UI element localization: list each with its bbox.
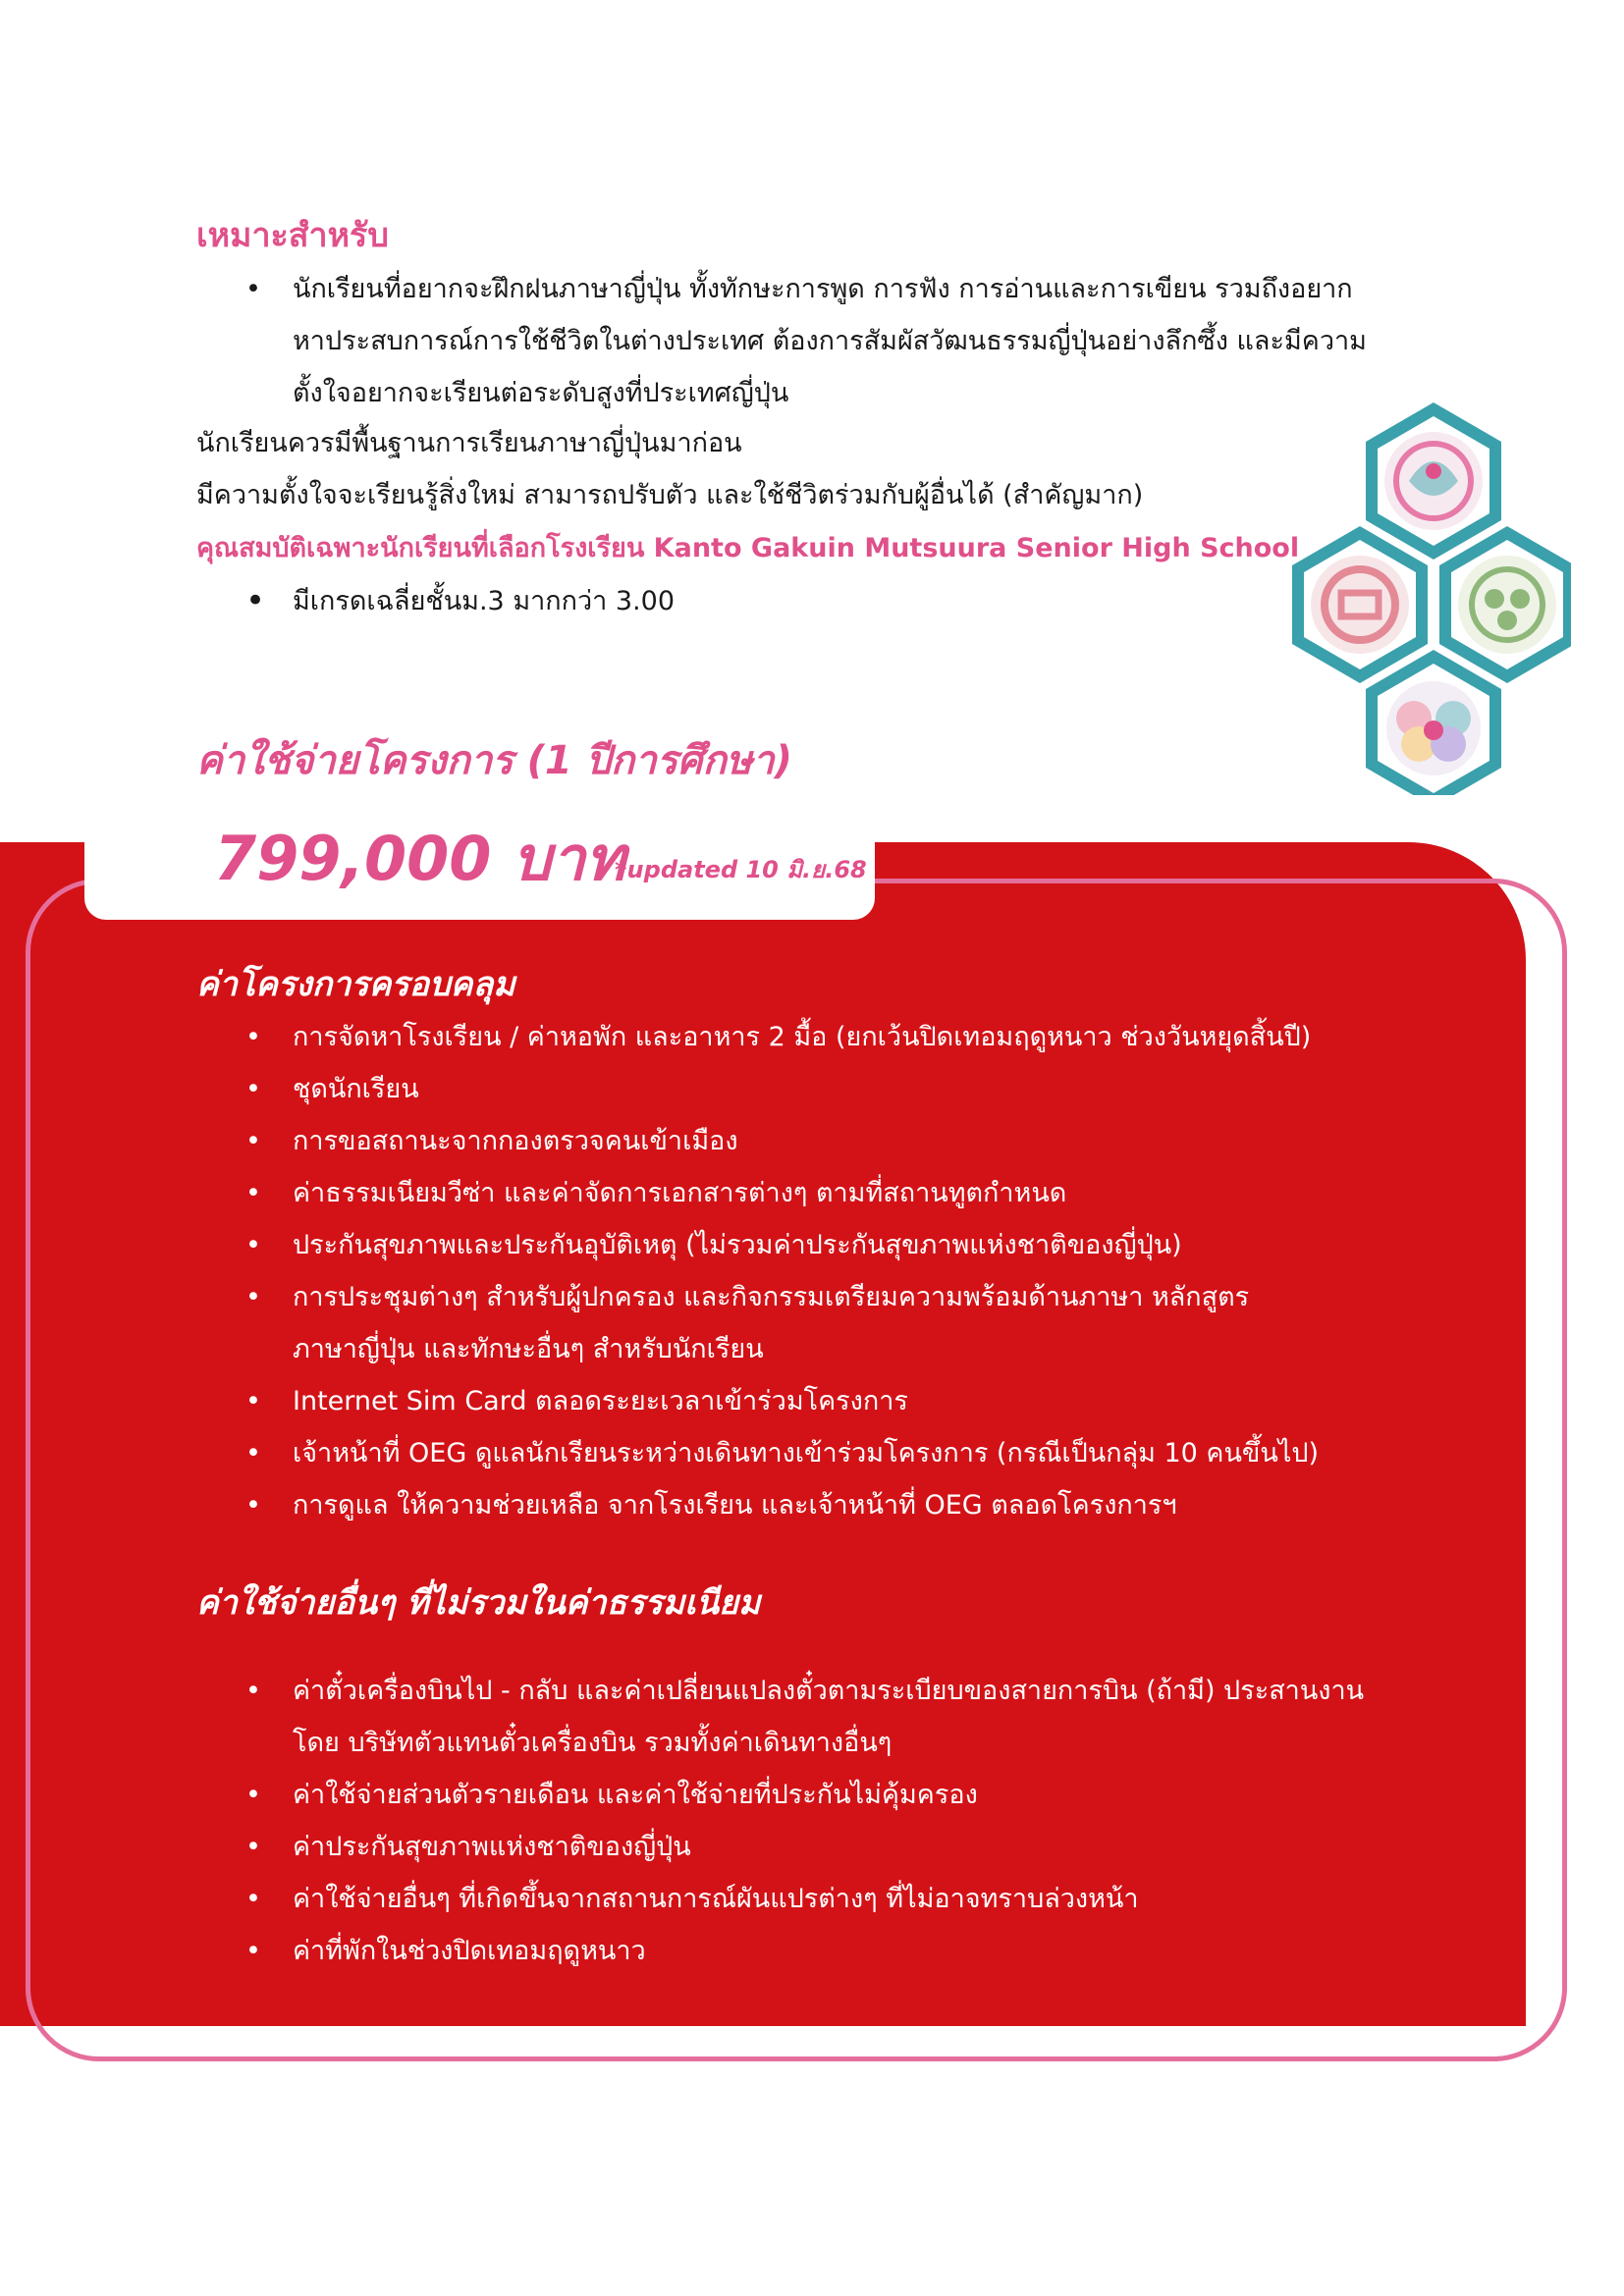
cost-heading: ค่าใช้จ่ายโครงการ (1 ปีการศึกษา) xyxy=(196,738,792,783)
list-item-text: ชุดนักเรียน xyxy=(293,1074,419,1104)
list-item-text: Internet Sim Card ตลอดระยะเวลาเข้าร่วมโครงการ xyxy=(293,1386,908,1416)
covered-list xyxy=(245,1011,1471,1531)
suitable-bullet-line: ตั้งใจอยากจะเรียนต่อระดับสูงที่ประเทศญี่ปุ่น xyxy=(293,378,789,408)
bullet-glyph: • xyxy=(245,274,261,304)
list-item-text: การดูแล ให้ความช่วยเหลือ จากโรงเรียน และเจ้าหน้าที่ OEG ตลอดโครงการฯ xyxy=(293,1490,1177,1521)
list-item-text: ค่าตั๋วเครื่องบินไป - กลับ และค่าเปลี่ยนแปลงตั๋วตามระเบียบของสายการบิน (ถ้ามี) ประสานงาน xyxy=(293,1676,1365,1706)
suitable-line-attitude: มีความตั้งใจจะเรียนรู้สิ่งใหม่ สามารถปรับตัว และใช้ชีวิตร่วมกับผู้อื่นได้ (สำคัญมาก) xyxy=(196,480,1144,510)
bullet-glyph: • xyxy=(245,1386,261,1416)
hexagon-emblems-decoration xyxy=(1276,402,1571,795)
hexagon-emblem-left xyxy=(1292,526,1428,683)
bullet-glyph: • xyxy=(245,1282,261,1312)
bullet-glyph: • xyxy=(245,1832,261,1862)
school-qualification-text: มีเกรดเฉลี่ยชั้นม.3 มากกว่า 3.00 xyxy=(293,586,675,616)
list-item xyxy=(245,1375,1471,1427)
list-item xyxy=(245,1427,1471,1479)
suitable-line-basic: นักเรียนควรมีพื้นฐานการเรียนภาษาญี่ปุ่นมาก่อน xyxy=(196,428,742,458)
bullet-glyph: • xyxy=(245,1676,261,1706)
hexagon-emblem-top xyxy=(1366,402,1501,560)
list-item xyxy=(245,1821,1500,1873)
list-item-text: การจัดหาโรงเรียน / ค่าหอพัก และอาหาร 2 มื้อ (ยกเว้นปิดเทอมฤดูหนาว ช่วงวันหยุดสิ้นปี) xyxy=(293,1022,1312,1052)
list-item-text: ค่าธรรมเนียมวีซ่า และค่าจัดการเอกสารต่างๆ ตามที่สถานทูตกำหนด xyxy=(293,1178,1067,1208)
list-item-text: ค่าที่พักในช่วงปิดเทอมฤดูหนาว xyxy=(293,1936,646,1966)
list-item-text: ค่าใช้จ่ายส่วนตัวรายเดือน และค่าใช้จ่ายที่ประกันไม่คุ้มครอง xyxy=(293,1780,978,1810)
school-qualification-bullet xyxy=(245,575,675,627)
list-item xyxy=(245,1011,1471,1063)
bullet-glyph: • xyxy=(245,1230,261,1260)
list-item xyxy=(245,1769,1500,1821)
list-item-text: โดย บริษัทตัวแทนตั๋วเครื่องบิน รวมทั้งค่าเดินทางอื่นๆ xyxy=(293,1728,893,1758)
list-item xyxy=(245,1271,1471,1375)
hexagon-emblem-bottom xyxy=(1366,650,1501,795)
bullet-glyph: • xyxy=(245,1178,261,1208)
bullet-glyph: • xyxy=(245,1780,261,1810)
suitable-bullet-block xyxy=(245,263,1471,419)
price-updated-note: *updated 10 มิ.ย.68 xyxy=(615,856,867,883)
list-item-text: ค่าใช้จ่ายอื่นๆ ที่เกิดขึ้นจากสถานการณ์ผันแปรต่างๆ ที่ไม่อาจทราบล่วงหน้า xyxy=(293,1884,1139,1914)
bullet-glyph: • xyxy=(245,1438,261,1468)
suitable-bullet-line: นักเรียนที่อยากจะฝึกฝนภาษาญี่ปุ่น ทั้งทักษะการพูด การฟัง การอ่านและการเขียน รวมถึงอยาก xyxy=(293,274,1353,304)
hexagon-emblem-right xyxy=(1439,526,1571,683)
suitable-bullet-line: หาประสบการณ์การใช้ชีวิตในต่างประเทศ ต้องการสัมผัสวัฒนธรรมญี่ปุ่นอย่างลึกซึ้ง และมีความ xyxy=(293,326,1367,356)
school-qualification-heading: คุณสมบัติเฉพาะนักเรียนที่เลือกโรงเรียน Kanto Gakuin Mutsuura Senior High School xyxy=(196,533,1300,563)
bullet-glyph: • xyxy=(245,1022,261,1052)
bullet-glyph: • xyxy=(245,1884,261,1914)
list-item xyxy=(245,1115,1471,1167)
list-item-text: ค่าประกันสุขภาพแห่งชาติของญี่ปุ่น xyxy=(293,1832,691,1862)
list-item-text: เจ้าหน้าที่ OEG ดูแลนักเรียนระหว่างเดินทางเข้าร่วมโครงการ (กรณีเป็นกลุ่ม 10 คนขึ้นไป) xyxy=(293,1438,1320,1468)
list-item xyxy=(245,1063,1471,1115)
bullet-glyph: • xyxy=(245,1126,261,1156)
list-item xyxy=(245,1219,1471,1271)
bullet-glyph: • xyxy=(245,1936,261,1966)
list-item xyxy=(245,1873,1500,1925)
list-item-text: การขอสถานะจากกองตรวจคนเข้าเมือง xyxy=(293,1126,738,1156)
bullet-glyph: • xyxy=(245,1490,261,1521)
excluded-list xyxy=(245,1665,1500,1977)
list-item-text: การประชุมต่างๆ สำหรับผู้ปกครอง และกิจกรรมเตรียมความพร้อมด้านภาษา หลักสูตร xyxy=(293,1282,1250,1312)
list-item xyxy=(245,1665,1500,1769)
bullet-glyph: • xyxy=(245,581,266,620)
list-item-text: ประกันสุขภาพและประกันอุบัติเหตุ (ไม่รวมค่าประกันสุขภาพแห่งชาติของญี่ปุ่น) xyxy=(293,1230,1182,1260)
list-item xyxy=(245,1479,1471,1531)
price-amount: 799,000 บาท xyxy=(214,823,626,894)
bullet-glyph: • xyxy=(245,1074,261,1104)
list-item xyxy=(245,1925,1500,1977)
list-item xyxy=(245,1167,1471,1219)
excluded-heading: ค่าใช้จ่ายอื่นๆ ที่ไม่รวมในค่าธรรมเนียม xyxy=(196,1583,761,1623)
list-item-text: ภาษาญี่ปุ่น และทักษะอื่นๆ สำหรับนักเรียน xyxy=(293,1334,764,1364)
covered-heading: ค่าโครงการครอบคลุม xyxy=(196,965,515,1004)
suitable-heading: เหมาะสำหรับ xyxy=(196,216,389,255)
